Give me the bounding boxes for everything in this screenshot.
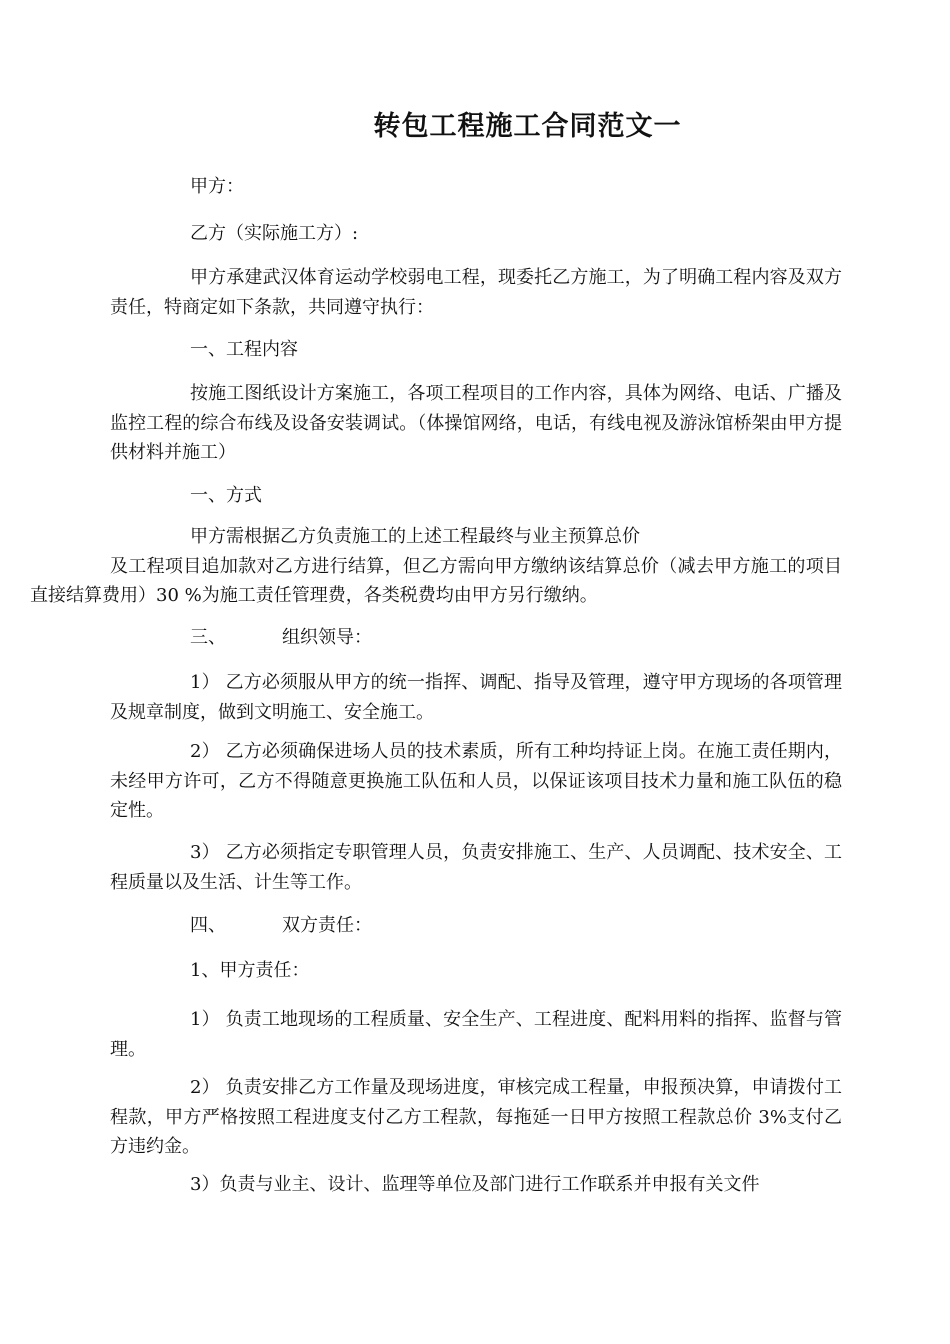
intro-paragraph: 甲方承建武汉体育运动学校弱电工程，现委托乙方施工，为了明确工程内容及双方责任，特商定如下条款，共同遵守执行： xyxy=(110,267,842,318)
section4-number: 四、 xyxy=(190,915,226,936)
section4-item2: 2） 负责安排乙方工作量及现场进度，审核完成工程量，申报预决算，申请拨付工程款，甲方严格按照工程进度支付乙方工程款，每拖延一日甲方按照工程款总价 3%支付乙方违约金。 xyxy=(110,1077,842,1157)
section3-item1: 1） 乙方必须服从甲方的统一指挥、调配、指导及管理，遵守甲方现场的各项管理及规章制度，做到文明施工、安全施工。 xyxy=(110,672,842,723)
section3-heading xyxy=(110,623,842,653)
section4-sub1: 1、甲方责任： xyxy=(190,960,310,981)
section2-line1: 甲方需根据乙方负责施工的上述工程最终与业主预算总价 xyxy=(190,526,640,547)
section2-heading: 一、方式 xyxy=(190,485,262,506)
section4-item3: 3）负责与业主、设计、监理等单位及部门进行工作联系并申报有关文件 xyxy=(190,1174,760,1195)
section2-line2: 及工程项目追加款对乙方进行结算，但乙方需向甲方缴纳该结算总价（减去甲方施工的项目直接结算费用）30 %为施工责任管理费，各类税费均由甲方另行缴纳。 xyxy=(30,555,842,606)
document-title: 转包工程施工合同范文一 xyxy=(373,111,682,142)
section1-body: 按施工图纸设计方案施工，各项工程项目的工作内容，具体为网络、电话、广播及监控工程的综合布线及设备安装调试。（体操馆网络，电话，有线电视及游泳馆桥架由甲方提供材料并施工） xyxy=(110,383,842,463)
party-b-line: 乙方（实际施工方）: xyxy=(190,223,359,244)
section3-item2: 2） 乙方必须确保进场人员的技术素质，所有工种均持证上岗。在施工责任期内，未经甲方许可，乙方不得随意更换施工队伍和人员，以保证该项目技术力量和施工队伍的稳定性。 xyxy=(110,741,842,821)
section3-item3: 3） 乙方必须指定专职管理人员，负责安排施工、生产、人员调配、技术安全、工程质量以及生活、计生等工作。 xyxy=(110,842,842,893)
section1-heading: 一、工程内容 xyxy=(190,339,298,360)
party-a-line: 甲方： xyxy=(190,176,244,197)
section4-item1: 1） 负责工地现场的工程质量、安全生产、工程进度、配料用料的指挥、监督与管理。 xyxy=(110,1009,842,1060)
section3-number: 三、 xyxy=(190,627,226,648)
section4-title: 双方责任： xyxy=(282,915,372,936)
section2-body xyxy=(30,522,842,611)
section4-heading xyxy=(110,911,842,941)
section3-title: 组织领导： xyxy=(282,627,372,648)
